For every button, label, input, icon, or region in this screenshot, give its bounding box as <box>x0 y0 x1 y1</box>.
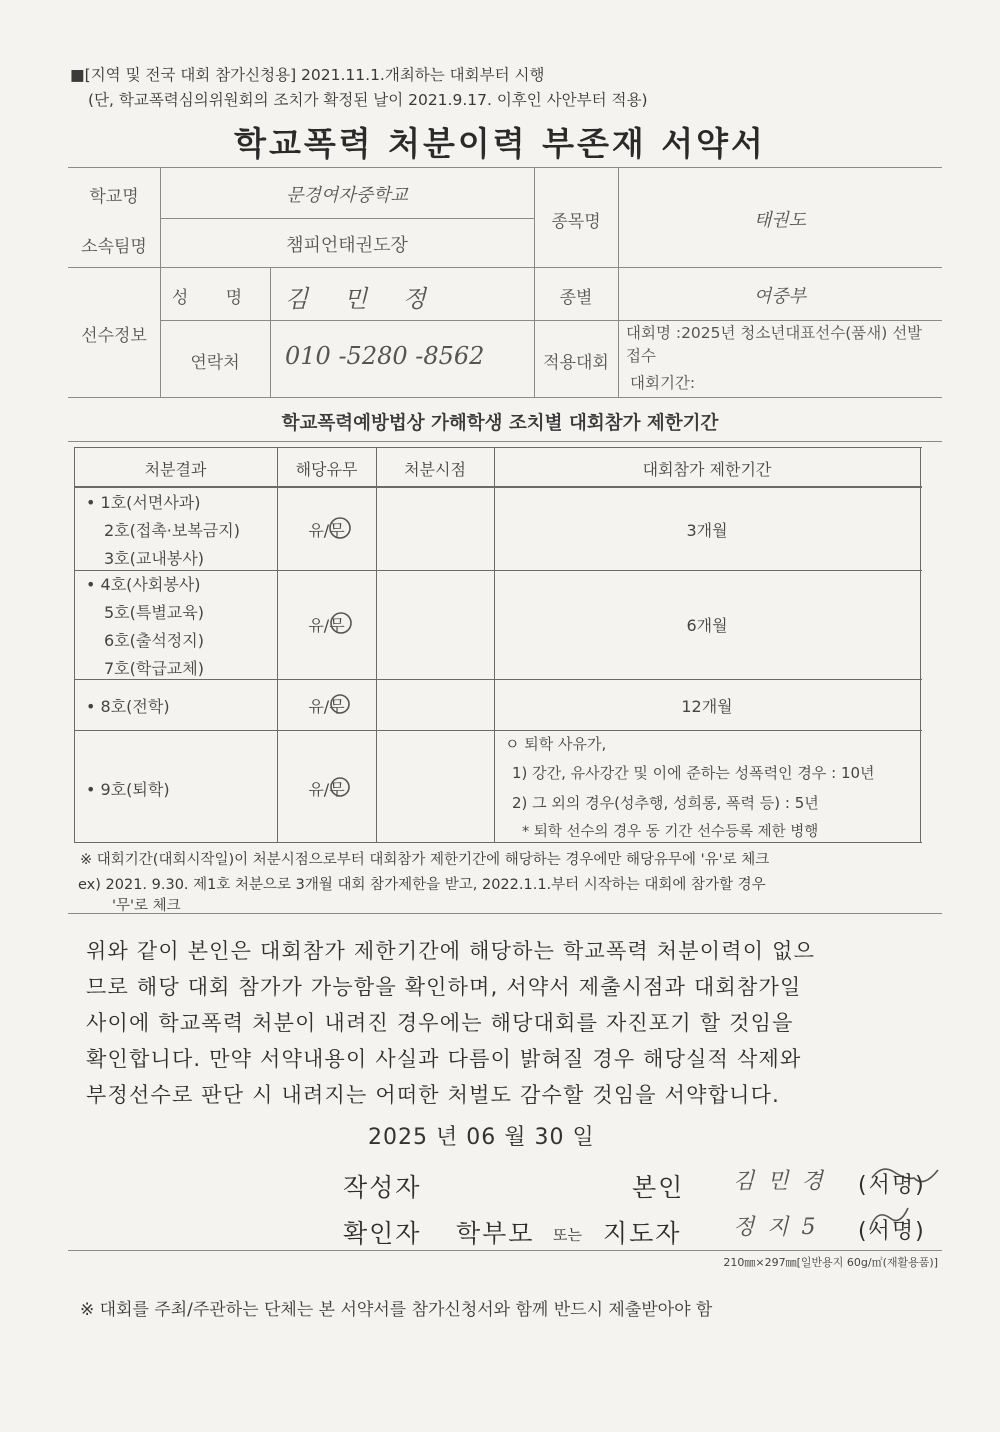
pledge-line-2: 므로 해당 대회 참가가 가능함을 확인하며, 서약서 제출시점과 대회참가일 <box>86 975 802 999</box>
row1-item-2: 2호(접촉·보복금지) <box>104 521 240 540</box>
team-label: 소속팀명 <box>81 237 147 257</box>
row4-limit-line-3: 2) 그 외의 경우(성추행, 성희롱, 폭력 등) : 5년 <box>512 794 819 812</box>
row3-item-1: • 8호(전학) <box>86 697 170 716</box>
row3-limit: 12개월 <box>681 697 733 716</box>
paper-spec: 210㎜×297㎜[일반용지 60g/㎡(재활용품)] <box>723 1256 938 1269</box>
coach-signature: 정 지 5 <box>733 1215 819 1240</box>
row4-limit-line-2: 1) 강간, 유사강간 및 이에 준하는 성폭력인 경우 : 10년 <box>512 764 875 782</box>
pledge-date: 2025 년 06 월 30 일 <box>368 1125 595 1150</box>
row1-item-1: • 1호(서면사과) <box>86 493 201 512</box>
category-label: 종별 <box>559 288 593 308</box>
row2-check: 유/무 <box>308 616 345 635</box>
note-2: ex) 2021. 9.30. 제1호 처분으로 3개월 대회 참가제한을 받고, 2022.1.1.부터 시작하는 대회에 참가할 경우 <box>78 877 766 893</box>
contact-value: 010 -5280 -8562 <box>285 342 485 370</box>
row3-check-circle <box>331 695 349 713</box>
notice-line-1: ■[지역 및 전국 대회 참가신청용] 2021.11.1.개최하는 대회부터 시행 <box>70 66 545 84</box>
header-disposition: 처분결과 <box>144 460 207 479</box>
page-title: 학교폭력 처분이력 부존재 서약서 <box>234 124 766 163</box>
pledge-line-4: 확인합니다. 만약 서약내용이 사실과 다름이 밝혀질 경우 해당실적 삭제와 <box>86 1047 802 1071</box>
competition-label: 적용대회 <box>543 353 609 373</box>
competition-period: 대회기간: <box>630 374 696 392</box>
note-1: ※ 대회기간(대회시작일)이 처분시점으로부터 대회참가 제한기간에 해당하는 경우에만 해당유무에 '유'로 체크 <box>80 852 770 868</box>
row4-check-circle <box>331 778 349 796</box>
team-value: 챔피언태권도장 <box>286 235 408 256</box>
row1-check: 유/무 <box>308 521 345 540</box>
notice-line-2: (단, 학교폭력심의위원회의 조치가 확정된 날이 2021.9.17. 이후인 사안부터 적용) <box>88 91 648 109</box>
row1-check-circle <box>330 518 350 538</box>
row4-limit-line-1: ㅇ 퇴학 사유가, <box>505 735 607 753</box>
footer-note: ※ 대회를 주최/주관하는 단체는 본 서약서를 참가신청서와 함께 반드시 제출받아야 함 <box>80 1300 713 1320</box>
self-signature: 김 민 경 <box>733 1169 826 1194</box>
event-value: 태권도 <box>753 210 807 231</box>
school-value: 문경여자중학교 <box>286 185 408 206</box>
parent-label: 학부모 <box>456 1219 535 1248</box>
pledge-line-1: 위와 같이 본인은 대회참가 제한기간에 해당하는 학교폭력 처분이력이 없으 <box>86 939 816 963</box>
pledge-line-5: 부정선수로 판단 시 내려지는 어떠한 처벌도 감수할 것임을 서약합니다. <box>86 1083 780 1107</box>
name-label: 성 명 <box>171 288 259 308</box>
category-value: 여중부 <box>753 286 807 307</box>
competition-name: 대회명 :2025년 청소년대표선수(품새) 선발 접수 <box>626 324 923 365</box>
row2-item-3: 6호(출석정지) <box>104 631 204 650</box>
section-title: 학교폭력예방법상 가해학생 조치별 대회참가 제한기간 <box>281 413 719 434</box>
name-value: 김 민 정 <box>285 285 440 313</box>
row4-item-1: • 9호(퇴학) <box>86 780 170 799</box>
header-restriction-period: 대회참가 제한기간 <box>642 460 772 479</box>
row3-check: 유/무 <box>308 697 345 716</box>
row2-item-4: 7호(학급교체) <box>104 659 204 678</box>
row4-limit-line-4: * 퇴학 선수의 경우 동 기간 선수등록 제한 병행 <box>522 824 819 840</box>
note-3: '무'로 체크 <box>112 898 181 914</box>
or-label: 또는 <box>553 1226 582 1244</box>
row1-item-3: 3호(교내봉사) <box>104 549 204 568</box>
contact-label: 연락처 <box>190 353 240 373</box>
event-label: 종목명 <box>551 212 601 232</box>
confirmer-label: 확인자 <box>343 1219 422 1248</box>
row1-limit: 3개월 <box>686 521 728 540</box>
school-label: 학교명 <box>89 187 139 207</box>
row2-item-2: 5호(특별교육) <box>104 603 204 622</box>
writer-label: 작성자 <box>343 1173 422 1202</box>
seal-1: (서명) <box>858 1173 926 1198</box>
pledge-line-3: 사이에 학교폭력 처분이 내려진 경우에는 해당대회를 자진포기 할 것임을 <box>86 1011 794 1035</box>
row2-limit: 6개월 <box>686 616 728 635</box>
row2-check-circle <box>331 613 351 633</box>
seal-2: (서명) <box>858 1219 926 1244</box>
header-applicable: 해당유무 <box>295 460 358 479</box>
self-label: 본인 <box>632 1173 685 1202</box>
row2-item-1: • 4호(사회봉사) <box>86 575 201 594</box>
header-disposition-date: 처분시점 <box>404 460 466 479</box>
row4-check: 유/무 <box>308 780 345 799</box>
player-info-label: 선수정보 <box>81 326 147 346</box>
coach-label: 지도자 <box>603 1219 682 1248</box>
